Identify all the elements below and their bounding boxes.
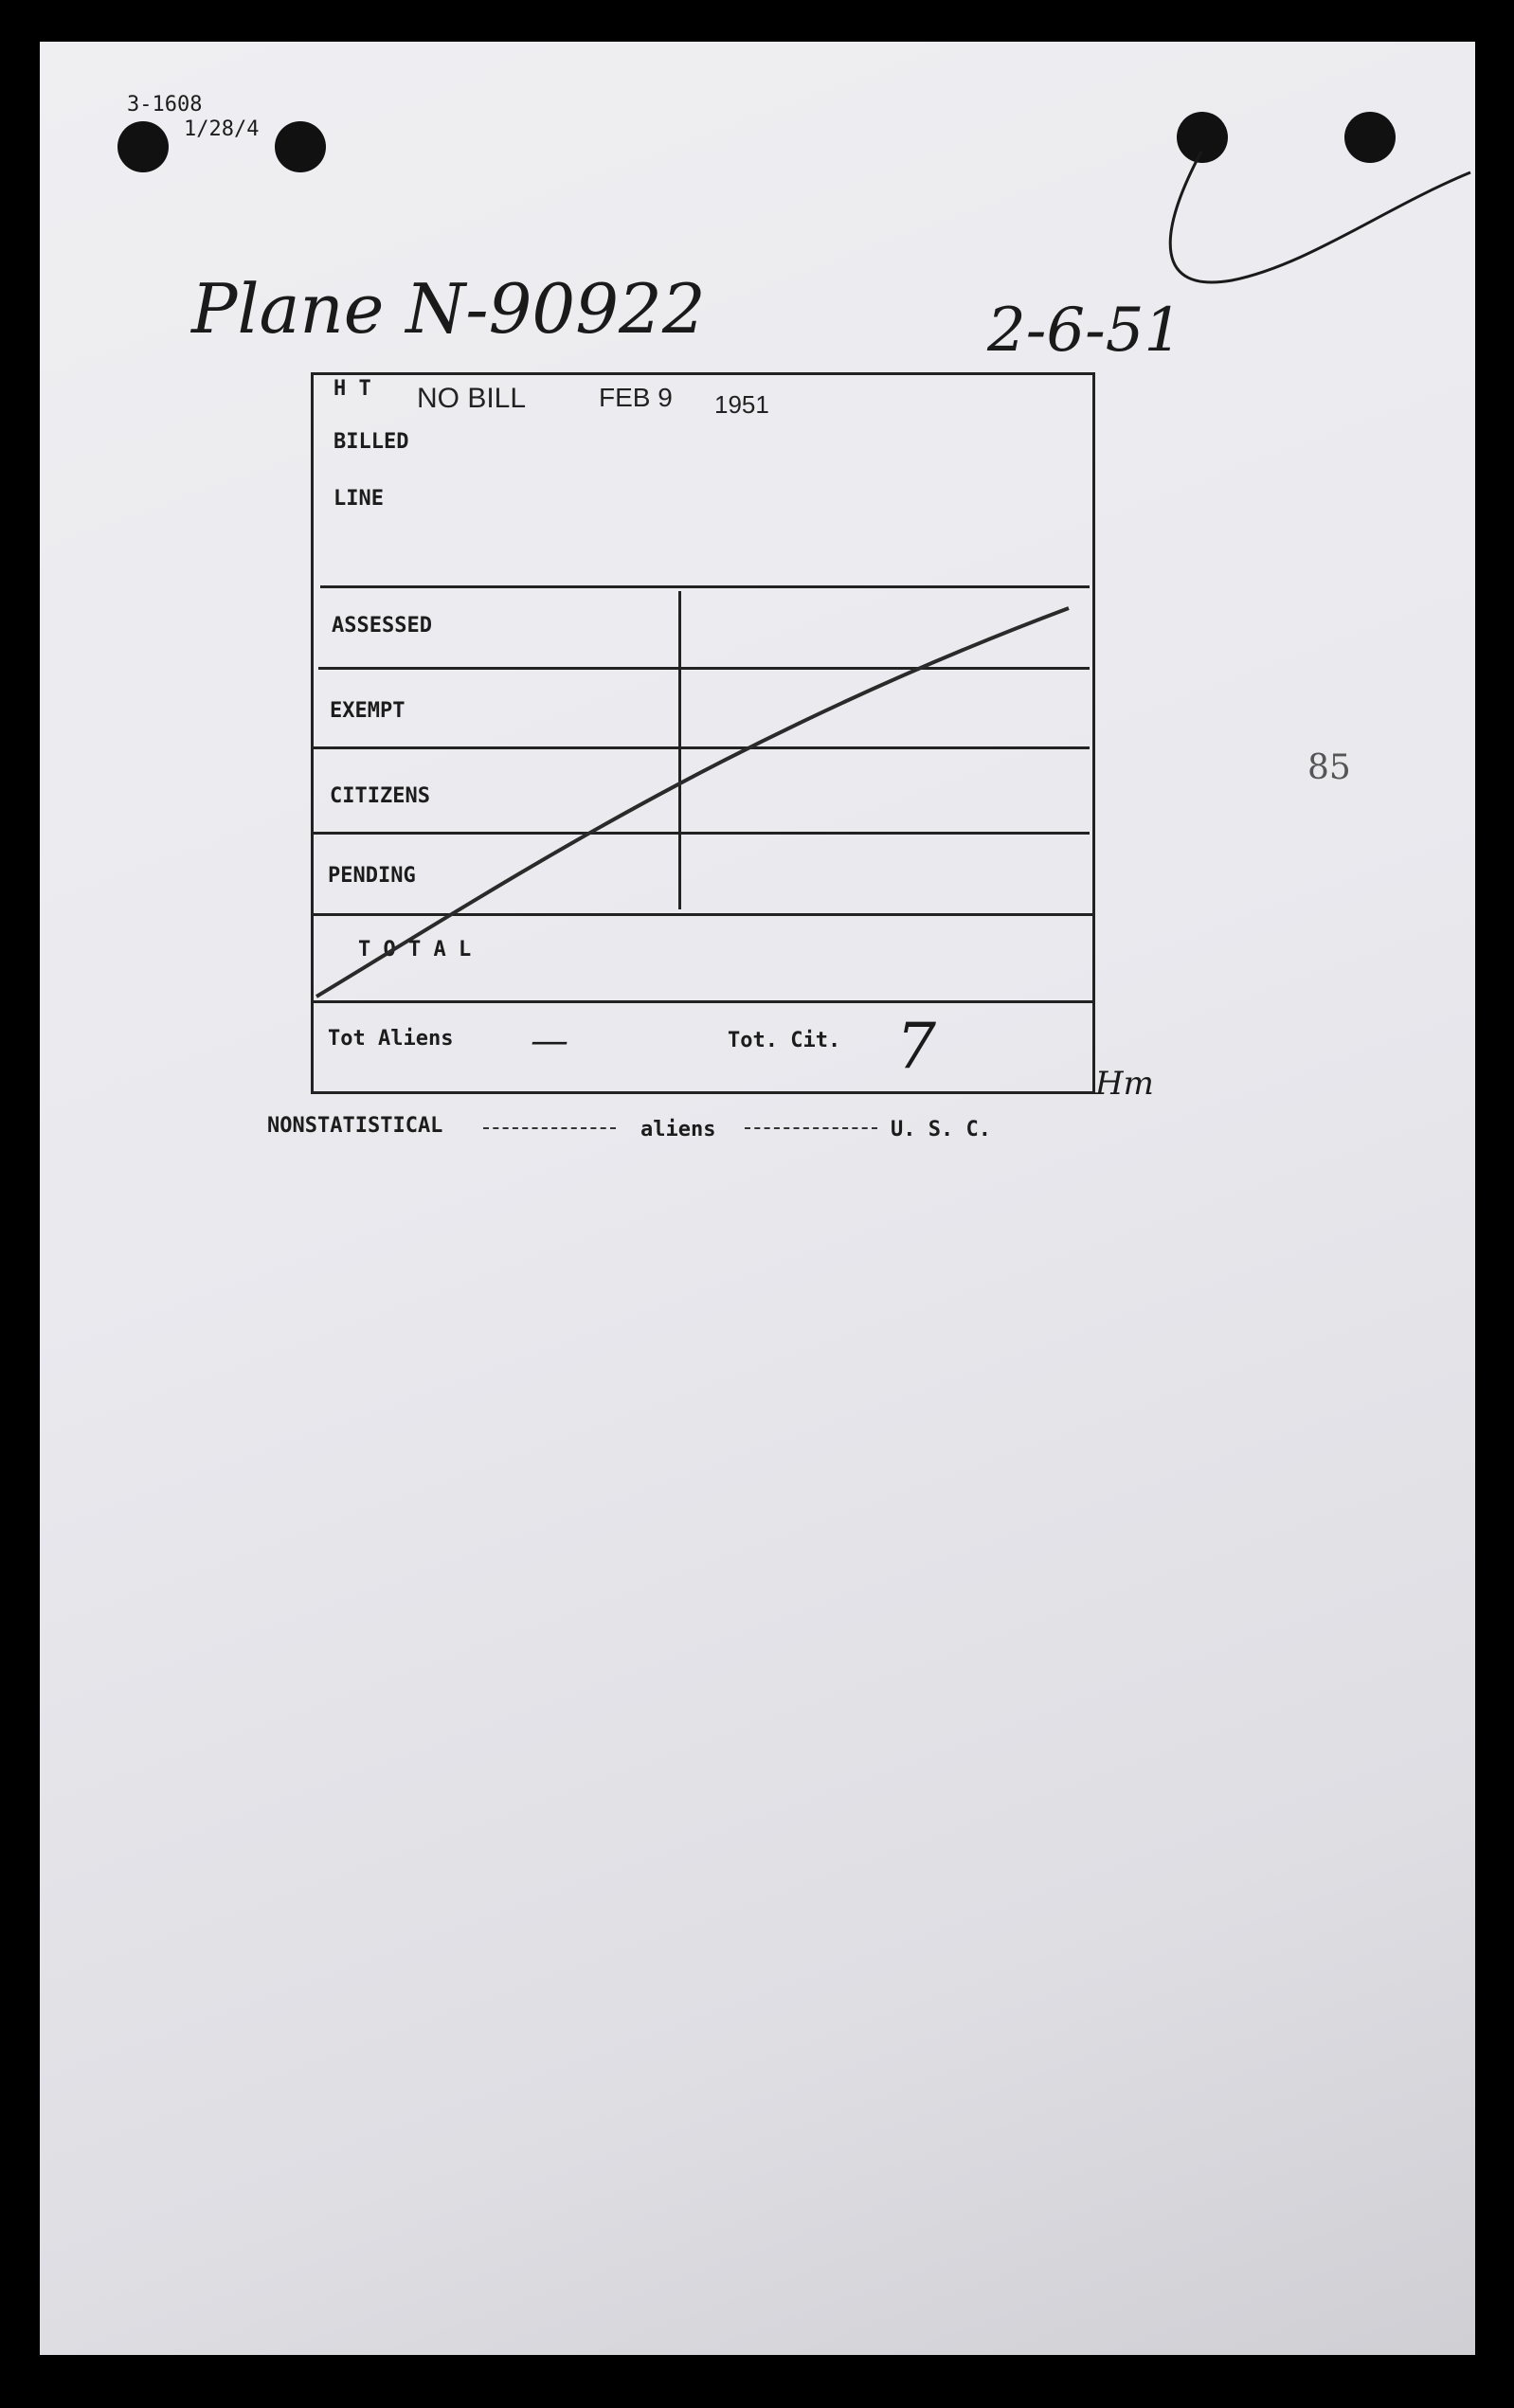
page-number: 85 — [1307, 748, 1351, 787]
row-label-assessed: ASSESSED — [332, 614, 432, 638]
row-label-pending: PENDING — [328, 864, 416, 888]
form-revision: 1/28/4 — [184, 117, 260, 141]
label-tot-aliens: Tot Aliens — [328, 1027, 454, 1051]
label-billed: BILLED — [333, 430, 409, 454]
check-mark — [1170, 152, 1470, 282]
row-label-citizens: CITIZENS — [330, 784, 430, 808]
stamp-date-year: 1951 — [714, 390, 769, 419]
label-usc: U. S. C. — [891, 1118, 991, 1141]
row-label-exempt: EXEMPT — [330, 699, 406, 723]
label-line: LINE — [333, 487, 384, 511]
label-ht: H T — [333, 377, 371, 401]
cancellation-stroke — [316, 608, 1069, 997]
stamp-date-month-day: FEB 9 — [599, 383, 673, 412]
form-number: 3-1608 — [127, 93, 203, 117]
label-tot-cit: Tot. Cit. — [728, 1029, 841, 1052]
handwritten-date: 2-6-51 — [987, 296, 1183, 366]
tot-aliens-value: — — [531, 1019, 568, 1063]
label-total: T O T A L — [358, 938, 472, 961]
tot-cit-value: 7 — [896, 1010, 936, 1083]
handwritten-initials: Hm — [1095, 1065, 1154, 1103]
label-nonstatistical: NONSTATISTICAL — [267, 1114, 443, 1138]
stamp-no-bill: NO BILL — [417, 383, 527, 414]
handwritten-plane-id: Plane N-90922 — [191, 269, 706, 349]
label-aliens: aliens — [640, 1118, 716, 1141]
